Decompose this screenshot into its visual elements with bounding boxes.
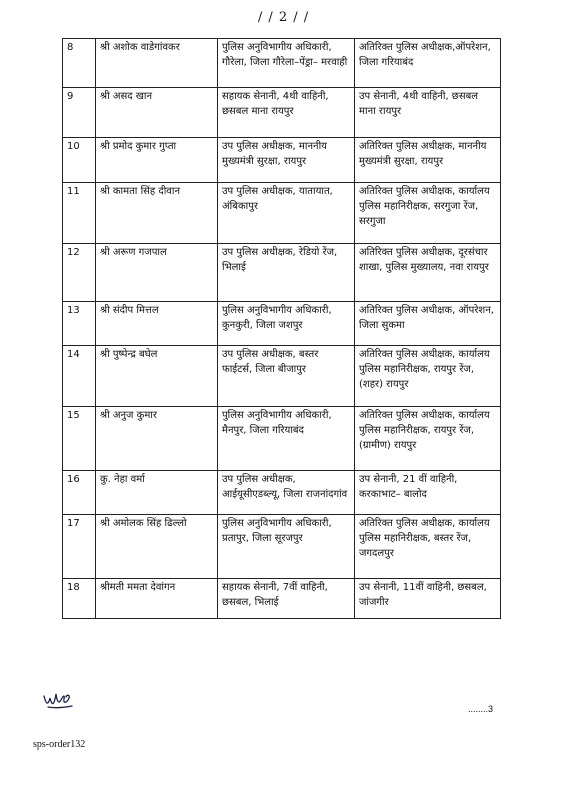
row-number: 8 [63,39,96,88]
row-number: 15 [63,407,96,471]
new-posting: उप सेनानी, 4थी वाहिनी, छसबल माना रायपुर [355,88,501,138]
new-posting: अतिरिक्त पुलिस अधीक्षक, माननीय मुख्यमंत्री सुरक्षा, रायपुर [355,138,501,183]
row-number: 16 [63,471,96,515]
new-posting: अतिरिक्त पुलिस अधीक्षक, कार्यालय पुलिस महानिरीक्षक, रायपुर रेंज,(शहर) रायपुर [355,346,501,407]
officer-name: श्री अनुज कुमार [96,407,218,471]
table-row [63,183,501,244]
table-row [63,407,501,471]
officer-name: श्री असद खान [96,88,218,138]
table-row [63,39,501,88]
current-posting: सहायक सेनानी, 4थी वाहिनी, छसबल माना रायपुर [218,88,355,138]
row-number: 17 [63,515,96,579]
row-number: 11 [63,183,96,244]
page-number: / / 2 / / [257,10,310,25]
current-posting: उप पुलिस अधीक्षक, यातायात, अंबिकापुर [218,183,355,244]
current-posting: उप पुलिस अधीक्षक, बस्तर फाईटर्स, जिला बीजापुर [218,346,355,407]
current-posting: पुलिस अनुविभागीय अधिकारी, प्रतापुर, जिला सूरजपुर [218,515,355,579]
row-number: 13 [63,302,96,346]
officer-name: श्रीमती ममता देवांगन [96,579,218,619]
row-number: 14 [63,346,96,407]
current-posting: पुलिस अनुविभागीय अधिकारी, गौरेला, जिला गौरेला–पेंड्रा– मरवाही [218,39,355,88]
row-number: 10 [63,138,96,183]
new-posting: उप सेनानी, 21 वीं वाहिनी, करकाभाट– बालोद [355,471,501,515]
officer-name: श्री अशोक वाडेगांवकर [96,39,218,88]
table-row [63,346,501,407]
table-row [63,302,501,346]
current-posting: उप पुलिस अधीक्षक, माननीय मुख्यमंत्री सुरक्षा, रायपुर [218,138,355,183]
current-posting: सहायक सेनानी, 7वीं वाहिनी, छसबल, भिलाई [218,579,355,619]
new-posting: उप सेनानी, 11वीं वाहिनी, छसबल, जांजगीर [355,579,501,619]
current-posting: पुलिस अनुविभागीय अधिकारी, मैनपुर, जिला गरियाबंद [218,407,355,471]
table-row [63,471,501,515]
continuation-marker: ........3 [468,704,494,714]
new-posting: अतिरिक्त पुलिस अधीक्षक, कार्यालय पुलिस महानिरीक्षक, सरगुजा रेंज, सरगुजा [355,183,501,244]
row-number: 18 [63,579,96,619]
table-row [63,244,501,302]
table-row [63,88,501,138]
officer-name: श्री संदीप मित्तल [96,302,218,346]
current-posting: उप पुलिस अधीक्षक, रेडियो रेंज, भिलाई [218,244,355,302]
table-row [63,515,501,579]
new-posting: अतिरिक्त पुलिस अधीक्षक, दूरसंचार शाखा, पुलिस मुख्यालय, नवा रायपुर [355,244,501,302]
officer-name: श्री पुष्पेन्द्र बघेल [96,346,218,407]
officer-name: श्री कामता सिंह दीवान [96,183,218,244]
transfer-table [62,38,501,619]
current-posting: पुलिस अनुविभागीय अधिकारी, कुनकुरी, जिला जशपुर [218,302,355,346]
table-row [63,138,501,183]
new-posting: अतिरिक्त पुलिस अधीक्षक, ऑपरेशन, जिला सुकमा [355,302,501,346]
new-posting: अतिरिक्त पुलिस अधीक्षक, कार्यालय पुलिस महानिरीक्षक, बस्तर रेंज, जगदलपुर [355,515,501,579]
table-row [63,579,501,619]
row-number: 9 [63,88,96,138]
transfer-table-body [63,39,501,619]
officer-name: श्री अरूण गजपाल [96,244,218,302]
new-posting: अतिरिक्त पुलिस अधीक्षक,ऑपरेशन, जिला गरियाबंद [355,39,501,88]
officer-name: श्री प्रमोद कुमार गुप्ता [96,138,218,183]
footer-order-code: sps-order132 [33,739,86,750]
new-posting: अतिरिक्त पुलिस अधीक्षक, कार्यालय पुलिस महानिरीक्षक, रायपुर रेंज,(ग्रामीण) रायपुर [355,407,501,471]
current-posting: उप पुलिस अधीक्षक, आईयूसीएडब्ल्यू, जिला राजनांदगांव [218,471,355,515]
officer-name: श्री अमोलक सिंह ढिल्लो [96,515,218,579]
officer-name: कु. नेहा वर्मा [96,471,218,515]
signature-initials [42,688,74,714]
row-number: 12 [63,244,96,302]
